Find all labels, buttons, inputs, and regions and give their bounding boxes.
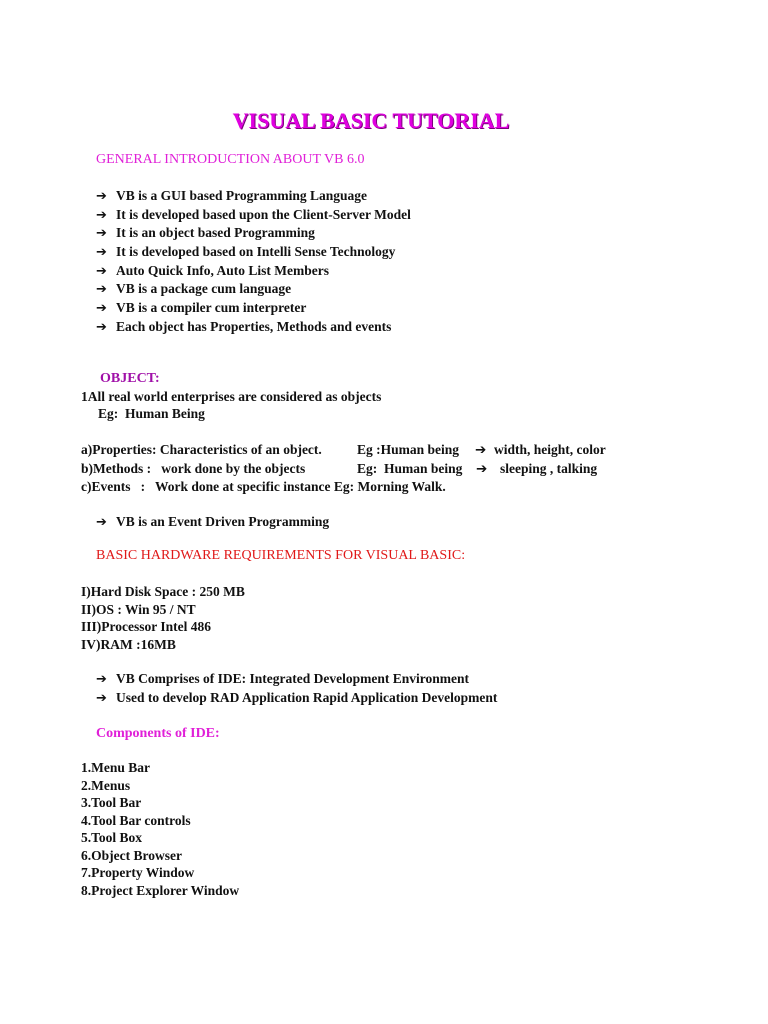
- list-item: 3.Tool Bar: [81, 795, 142, 810]
- list-item: ➔ Each object has Properties, Methods and events: [96, 318, 411, 337]
- object-line-1: 1All real world enterprises are considered as objects: [81, 389, 382, 404]
- arrow-icon: ➔: [96, 245, 107, 261]
- list-item: ➔ Auto Quick Info, Auto List Members: [96, 262, 411, 281]
- components-list: [81, 759, 239, 899]
- arrow-icon: ➔: [475, 442, 487, 458]
- list-item: 6.Object Browser: [81, 847, 182, 863]
- arrow-icon: ➔: [476, 461, 488, 477]
- list-item: 7.Property Window: [81, 865, 195, 880]
- arrow-icon: ➔: [96, 189, 107, 204]
- list-item: IV)RAM :16MB: [81, 636, 176, 652]
- components-heading: Components of IDE:: [96, 726, 220, 741]
- list-item: ➔ It is developed based on Intelli Sense Technology: [96, 243, 411, 262]
- intro-bullet-list: [96, 187, 411, 337]
- list-item: ➔ VB Comprises of IDE: Integrated Development Environment: [96, 670, 497, 689]
- intro-heading: GENERAL INTRODUCTION ABOUT VB 6.0: [96, 152, 365, 167]
- arrow-icon: ➔: [96, 301, 107, 317]
- list-item: 8.Project Explorer Window: [81, 882, 240, 898]
- hardware-heading: BASIC HARDWARE REQUIREMENTS FOR VISUAL BASIC:: [96, 548, 466, 563]
- event-driven-list: [96, 513, 329, 532]
- arrow-icon: ➔: [96, 282, 107, 298]
- list-item: ➔ VB is an Event Driven Programming: [96, 513, 329, 532]
- hardware-list: [81, 583, 245, 653]
- arrow-icon: ➔: [96, 319, 107, 335]
- arrow-icon: ➔: [96, 515, 107, 530]
- properties-example: Eg :Human being: [357, 442, 460, 457]
- list-item: II)OS : Win 95 / NT: [81, 601, 196, 617]
- list-item: ➔ VB is a compiler cum interpreter: [96, 299, 411, 318]
- arrow-icon: ➔: [96, 226, 107, 242]
- arrow-icon: ➔: [96, 690, 107, 706]
- list-item: ➔ VB is a package cum language: [96, 280, 411, 299]
- list-item: ➔ Used to develop RAD Application Rapid Application Development: [96, 689, 497, 708]
- list-item: 4.Tool Bar controls: [81, 812, 191, 828]
- ide-bullet-list: [96, 670, 497, 707]
- list-item: ➔ VB is a GUI based Programming Language: [96, 187, 411, 206]
- arrow-icon: ➔: [96, 207, 107, 223]
- object-line-2: Eg: Human Being: [98, 406, 205, 421]
- methods-example: Eg: Human being: [357, 461, 463, 476]
- list-item: I)Hard Disk Space : 250 MB: [81, 584, 245, 599]
- list-item: ➔ It is an object based Programming: [96, 224, 411, 243]
- list-item: 2.Menus: [81, 777, 131, 793]
- document-title: VISUAL BASIC TUTORIAL: [232, 108, 510, 133]
- object-heading: OBJECT:: [100, 371, 160, 386]
- properties-detail: width, height, color: [494, 442, 606, 457]
- list-item: 1.Menu Bar: [81, 760, 150, 775]
- arrow-icon: ➔: [96, 263, 107, 279]
- methods-label: b)Methods : work done by the objects: [81, 461, 306, 476]
- list-item: III)Processor Intel 486: [81, 619, 211, 634]
- methods-detail: sleeping , talking: [500, 461, 598, 476]
- events-line: c)Events : Work done at specific instance Eg: Morning Walk.: [81, 479, 446, 494]
- properties-label: a)Properties: Characteristics of an object.: [81, 442, 322, 457]
- arrow-icon: ➔: [96, 672, 107, 687]
- list-item: 5.Tool Box: [81, 830, 143, 845]
- list-item: ➔ It is developed based upon the Client-Server Model: [96, 206, 411, 225]
